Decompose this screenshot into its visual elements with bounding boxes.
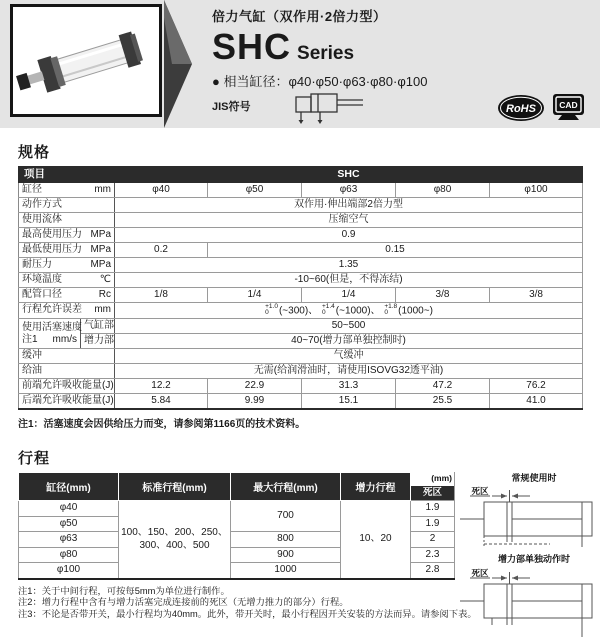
piston-speed-label-cell: [19, 319, 81, 349]
svg-text:CAD: CAD: [559, 100, 578, 110]
header-arrow-icon: [164, 0, 196, 128]
energy-value: 5.84: [115, 394, 208, 410]
row-value: 0.2: [115, 242, 208, 257]
spec-row-min-pressure: [19, 242, 583, 257]
energy-value: 22.9: [208, 379, 302, 394]
row-label: 使用流体: [19, 212, 115, 227]
row-value: 无需(给润滑油时，请使用ISOVG32透平油): [115, 364, 583, 379]
stroke-section-title: 行程: [18, 450, 51, 468]
row-unit: MPa: [90, 228, 111, 240]
max-stroke-cell: 900: [231, 547, 341, 563]
max-stroke-cell: 800: [231, 532, 341, 548]
row-label: 最高使用压力: [22, 228, 82, 240]
port-value: 1/4: [208, 287, 302, 302]
svg-text:死区: 死区: [471, 486, 489, 497]
dead-cell: 2.8: [411, 563, 455, 579]
stroke-note: 注3：不论是否带开关，最小行程均为40mm。此外，带开关时，最小行程因开关安装的方法而异。请参阅下表。: [18, 608, 477, 619]
dead-unit-label: (mm): [431, 473, 452, 484]
bore-value: φ50: [208, 182, 302, 197]
stroke-col-dead: [411, 473, 455, 501]
spec-note: 注1：活塞速度会因供给压力而变，请参阅第1166页的技术资料。: [18, 419, 306, 431]
stroke-note: 注1：关于中间行程，可按每5mm为单位进行制作。: [18, 585, 230, 596]
row-value: 压缩空气: [115, 212, 583, 227]
sub-label: 气缸部: [81, 319, 115, 334]
cylinder-photo-image: [13, 7, 159, 114]
svg-text:死区: 死区: [471, 568, 489, 579]
max-stroke-cell: 700: [231, 501, 341, 532]
row-value: -10~60(但是，不得冻结): [115, 272, 583, 287]
row-value: 气缓冲: [115, 349, 583, 364]
spec-row-ambient-temp: [19, 272, 583, 287]
stroke-col-max: 最大行程(mm): [231, 473, 341, 501]
spec-section-title: 规格: [18, 144, 51, 161]
spec-row-max-pressure: [19, 227, 583, 242]
equivalent-bore-line: ● 相当缸径：φ40·φ50·φ63·φ80·φ100: [212, 74, 428, 89]
bore-value: φ40: [115, 182, 208, 197]
jis-symbol: [293, 92, 369, 129]
bore-cell: φ40: [19, 501, 119, 517]
row-label: 后端允许吸收能量(J): [19, 394, 115, 410]
stroke-row: [19, 501, 455, 517]
spec-col-series: SHC: [115, 167, 583, 183]
dead-cell: 2: [411, 532, 455, 548]
row-label: 配管口径: [22, 288, 62, 300]
bore-cell: φ50: [19, 516, 119, 532]
energy-value: 47.2: [396, 379, 490, 394]
stroke-note: 注2：增力行程中含有与增力活塞完成连接前的死区（无增力推力的部分）行程。: [18, 597, 349, 608]
standard-stroke-cell: 100、150、200、250、300、400、500: [119, 501, 231, 579]
port-value: 1/8: [115, 287, 208, 302]
energy-value: 25.5: [396, 394, 490, 410]
svg-text:常规使用时: 常规使用时: [511, 473, 557, 484]
bore-cell: φ80: [19, 547, 119, 563]
product-photo: [10, 4, 162, 117]
spec-row-piston-speed-cylinder: [19, 319, 583, 334]
svg-text:RoHS: RoHS: [506, 102, 536, 115]
energy-value: 41.0: [490, 394, 583, 410]
jis-symbol-label: JIS符号: [212, 101, 251, 113]
row-value: 1.35: [115, 257, 583, 272]
spec-row-piston-speed-boost: [19, 334, 583, 349]
rohs-badge-icon: [497, 94, 545, 127]
dead-cell: 2.3: [411, 547, 455, 563]
row-unit: MPa: [90, 243, 111, 255]
spec-row-energy-rear: [19, 394, 583, 410]
stroke-table: [18, 472, 455, 580]
svg-text:增力部单独动作时: 增力部单独动作时: [497, 554, 571, 565]
page-body: [0, 141, 600, 638]
energy-value: 9.99: [208, 394, 302, 410]
spec-table: [18, 166, 583, 410]
row-label: 给油: [19, 364, 115, 379]
spec-row-bore: [19, 182, 583, 197]
product-subtitle: 倍力气缸（双作用·2倍力型）: [212, 9, 387, 24]
row-label: 使用活塞速度: [22, 321, 82, 333]
row-value: 50~500: [115, 319, 583, 334]
spec-header-row: [19, 167, 583, 183]
title-block: [212, 6, 427, 90]
row-note-ref: 注1: [22, 333, 38, 345]
dead-cell: 1.9: [411, 516, 455, 532]
row-unit: mm: [94, 183, 111, 195]
spec-col-item: 项目: [19, 167, 115, 183]
stroke-header-row: [19, 473, 455, 501]
port-value: 1/4: [302, 287, 396, 302]
row-unit: Rc: [98, 288, 111, 300]
row-label: 行程允许误差: [22, 304, 82, 316]
row-unit: mm: [94, 304, 111, 316]
energy-value: 15.1: [302, 394, 396, 410]
stroke-notes: [18, 585, 477, 621]
row-value: 0.15: [208, 242, 583, 257]
series-suffix: Series: [297, 43, 355, 64]
row-label: 最低使用压力: [22, 243, 82, 255]
bore-cell: φ63: [19, 532, 119, 548]
spec-row-action: [19, 197, 583, 212]
max-stroke-cell: 1000: [231, 563, 341, 579]
boost-stroke-cell: 10、20: [341, 501, 411, 579]
badges: [497, 93, 586, 127]
row-label: 缓冲: [19, 349, 115, 364]
bore-cell: φ100: [19, 563, 119, 579]
diagram-boost-only: [454, 552, 600, 638]
row-unit: MPa: [90, 258, 111, 270]
spec-row-fluid: [19, 212, 583, 227]
row-label: 缸径: [22, 183, 42, 195]
dead-label: 死区: [411, 486, 454, 500]
row-unit: mm/s: [52, 333, 77, 345]
energy-value: 12.2: [115, 379, 208, 394]
row-label: 耐压力: [22, 258, 52, 270]
stroke-tolerance-value: +1.0 0 (~300)、 +1.4 0 (~1000)、 +1.8 0 (1000~): [115, 302, 583, 319]
row-label: 动作方式: [19, 197, 115, 212]
dead-cell: 1.9: [411, 501, 455, 517]
bore-value: φ80: [396, 182, 490, 197]
port-value: 3/8: [396, 287, 490, 302]
spec-row-lubrication: [19, 364, 583, 379]
energy-value: 31.3: [302, 379, 396, 394]
spec-row-energy-front: [19, 379, 583, 394]
stroke-col-standard: 标准行程(mm): [119, 473, 231, 501]
jis-row: [212, 92, 369, 129]
row-value: 0.9: [115, 227, 583, 242]
sub-label: 增力部: [81, 334, 115, 349]
stroke-col-boost: 增力行程: [341, 473, 411, 501]
cad-badge-icon: [551, 93, 586, 127]
port-value: 3/8: [490, 287, 583, 302]
deadzone-diagrams: [454, 472, 600, 638]
spec-row-stroke-tolerance: [19, 302, 583, 319]
row-label: 前端允许吸收能量(J): [19, 379, 115, 394]
series-name: SHC: [212, 26, 292, 67]
energy-value: 76.2: [490, 379, 583, 394]
row-value: 40~70(增力部单独控制时): [115, 334, 583, 349]
row-unit: ℃: [99, 273, 111, 285]
diagram-normal-use: [454, 472, 600, 548]
bore-value: φ63: [302, 182, 396, 197]
catalog-header: [0, 0, 600, 128]
spec-row-proof-pressure: [19, 257, 583, 272]
bore-value: φ100: [490, 182, 583, 197]
row-label: 环境温度: [22, 273, 62, 285]
row-value: 双作用·伸出端部2倍力型: [115, 197, 583, 212]
stroke-col-bore: 缸径(mm): [19, 473, 119, 501]
spec-row-cushion: [19, 349, 583, 364]
spec-row-port-size: [19, 287, 583, 302]
